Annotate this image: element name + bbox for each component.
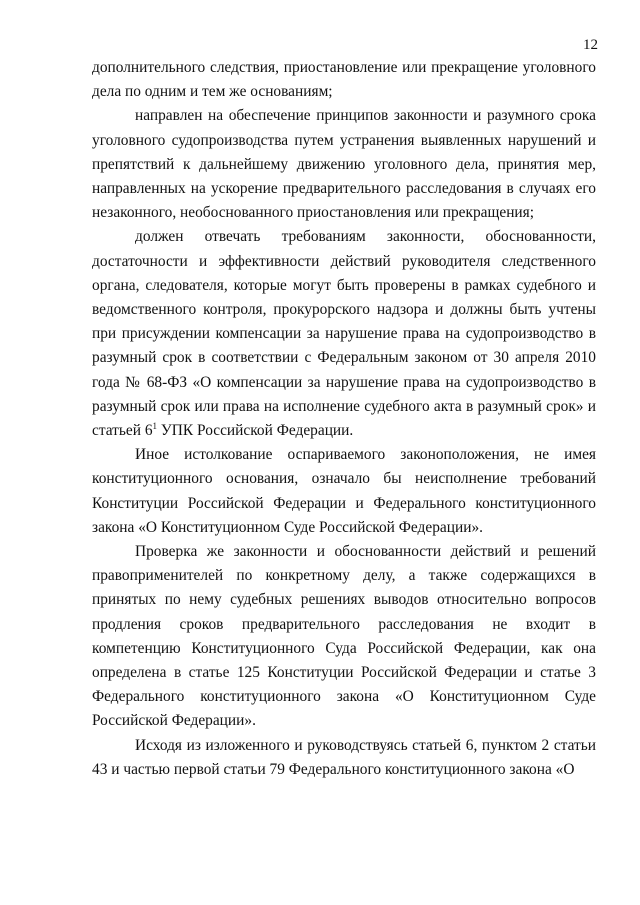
paragraph-directed: направлен на обеспечение принципов законности и разумного срока уголовного судопроизводства путем устранения выявленных нарушений и препятствий к дальнейшему движению уголовного дела, принятия мер, направленных на ускорение предварительного расследования в случаях его незаконного, необоснованного приостановления или прекращения;: [92, 107, 596, 222]
document-body: [92, 56, 596, 782]
article-superscript: 1: [152, 421, 158, 432]
paragraph-conclusion: Исходя из изложенного и руководствуясь статьей 6, пунктом 2 статьи 43 и частью первой статьи 79 Федерального конституционного закона «О: [92, 736, 596, 778]
paragraph-verification: Проверка же законности и обоснованности действий и решений правоприменителей по конкретному делу, а также содержащихся в принятых по нему судебных решениях выводов относительно вопросов продления сроков предварительного расследования не входит в компетенцию Конституционного Суда Российской Федерации, как она определена в статье 125 Конституции Российской Федерации и статье 3 Федерального конституционного закона «О Конституционном Суде Российской Федерации».: [92, 543, 596, 730]
page-number: 12: [583, 37, 598, 53]
paragraph-interpretation: Иное истолкование оспариваемого законоположения, не имея конституционного основания, означало бы неисполнение требований Конституции Российской Федерации и Федерального конституционного закона «О Конституционном Суде Российской Федерации».: [92, 446, 596, 536]
paragraph-continuation: дополнительного следствия, приостановление или прекращение уголовного дела по одним и тем же основаниям;: [92, 59, 596, 101]
paragraph-requirements: [92, 225, 596, 443]
paragraph-requirements-tail: УПК Российской Федерации.: [157, 422, 354, 440]
paragraph-requirements-text: должен отвечать требованиям законности, обоснованности, достаточности и эффективности действий руководителя следственного органа, следователя, которые могут быть проверены в рамках судебного и ведомственного контроля, прокурорского надзора и должны быть учтены при присуждении компенсации за нарушение права на судопроизводство в разумный срок в соответствии с Федеральным законом от 30 апреля 2010 года № 68-ФЗ «О компенсации за нарушение права на судопроизводство в разумный срок или права на исполнение судебного акта в разумный срок» и статьей 6: [92, 228, 596, 440]
